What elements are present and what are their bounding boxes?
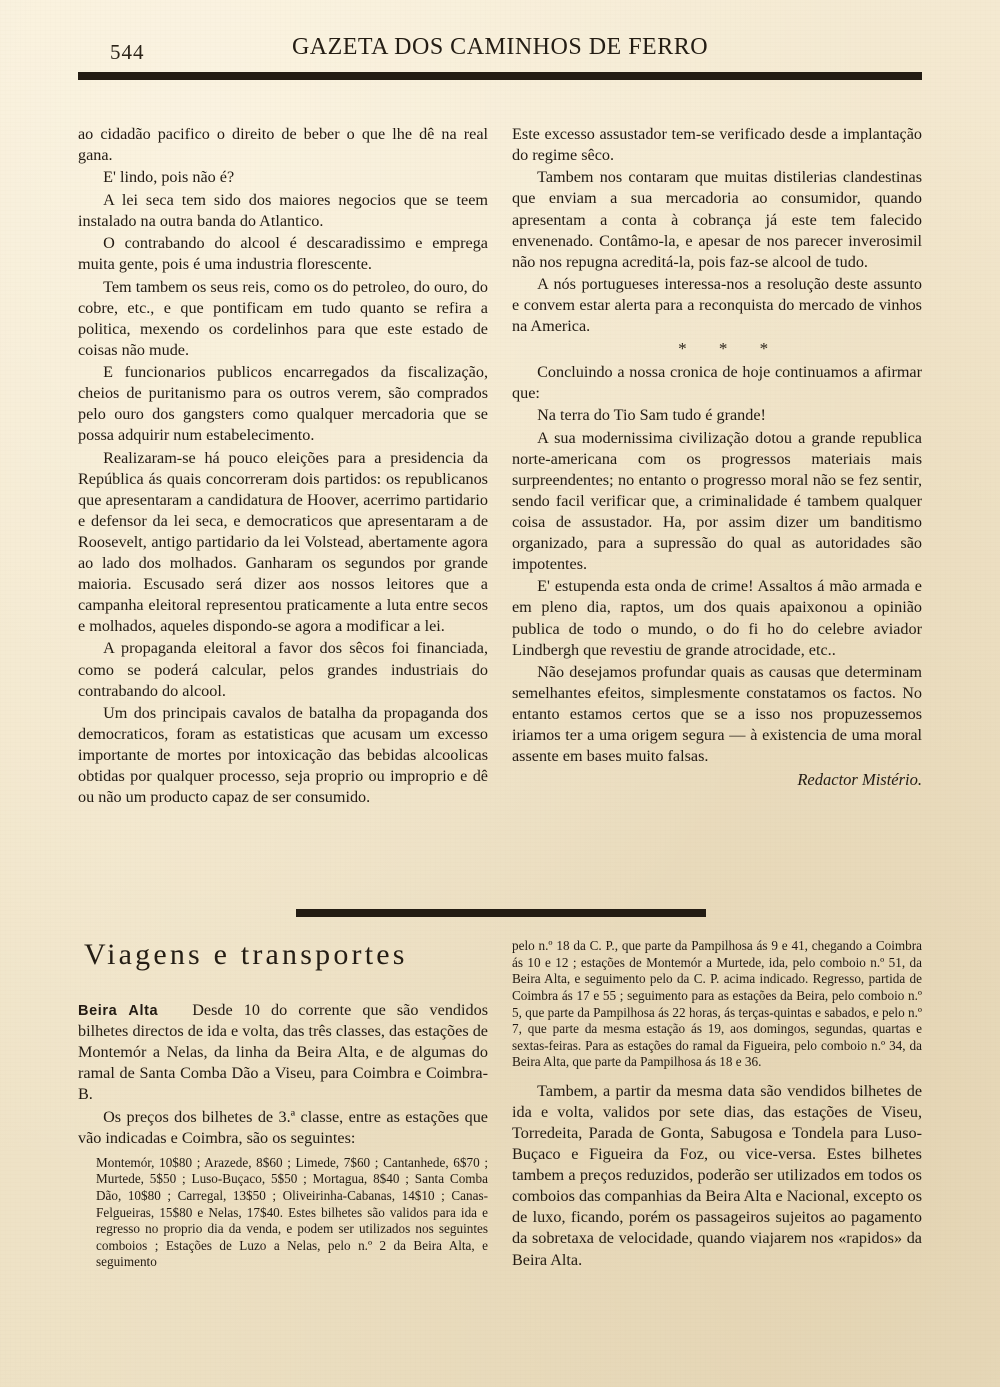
- paragraph: Um dos principais cavalos de batalha da propaganda dos democraticos, foram as estatisticas que acusam um excesso importante de mortes por intoxicação das bebidas alcoolicas obtidas por qualquer processo, seja proprio ou improprio e dê ou não um producto capaz de ser consumido.: [78, 703, 488, 807]
- paragraph: E' lindo, pois não é?: [103, 168, 235, 187]
- article-right-column: [512, 124, 922, 791]
- header-rule: [78, 72, 922, 77]
- paragraph: Na terra do Tio Sam tudo é grande!: [537, 406, 766, 425]
- paragraph: O contrabando do alcool é descaradissimo e emprega muita gente, pois é uma industria florescente.: [78, 234, 488, 274]
- page-number: 544: [110, 40, 145, 64]
- schedule-continuation: [512, 938, 922, 1071]
- runin-label: Beira Alta: [78, 1003, 159, 1019]
- paragraph: A propaganda eleitoral a favor dos sêcos foi financiada, como se poderá calcular, pelos grandes industriais do contrabando do alcool.: [78, 639, 488, 700]
- paragraph: Tambem, a partir da mesma data são vendidos bilhetes de ida e volta, validos por sete dias, das estações de Viseu, Torredeita, Parada de Gonta, Sabugosa e Tondela para Luso-Buçaco e Figueira da Foz, ou vice-versa. Estes bilhetes tambem a preços reduzidos, poderão ser utilizados em todos os comboios das companhias da Beira Alta e Nacional, excepto os de luxo, ficando, porém os passageiros sujeitos ao pagamento da sobretaxa de velocidade, quando viajarem nos «rapidos» da Beira Alta.: [512, 1082, 922, 1269]
- article-signature: Redactor Mistério.: [797, 769, 922, 789]
- paragraph: E funcionarios publicos encarregados da fiscalização, cheios de puritanismo para os outros verem, são comprados pelo ouro dos gangsters como qualquer mercadoria que se possa adquirir num estabelecimento.: [78, 363, 488, 445]
- paragraph: Os preços dos bilhetes de 3.ª classe, entre as estações que vão indicadas e Coimbra, são os seguintes:: [78, 1107, 488, 1147]
- paragraph: Montemór, 10$80 ; Arazede, 8$60 ; Limede, 7$60 ; Cantanhede, 6$70 ; Murtede, 5$50 ; Luso-Buçaco, 5$50 ; Mortagua, 8$40 ; Santa Comba Dão, 10$80 ; Carregal, 13$50 ; Oliveirinha-Cabanas, 14$10 ; Canas-Felgueiras, 15$80 e Nelas, 17$40. Estes bilhetes são validos para ida e regresso no proprio dia da venda, e podem ser utilizados nos seguintes comboios ; Estações de Luzo a Nelas, pelo n.º 2 da Beira Alta, e seguimento: [96, 1154, 488, 1270]
- paragraph: E' estupenda esta onda de crime! Assaltos á mão armada e em pleno dia, raptos, um dos quais apaixonou a opinião publica de todo o mundo, o do fi ho do celebre aviador Lindbergh que revestiu de grande atrocidade, etc..: [512, 577, 922, 659]
- paragraph: ao cidadão pacifico o direito de beber o que lhe dê na real gana.: [78, 125, 488, 165]
- paragraph: pelo n.º 18 da C. P., que parte da Pampilhosa ás 9 e 41, chegando a Coimbra ás 10 e 12 ; estações de Montemór a Murtede, ida, pelo comboio n.º 51, da Beira Alta, e seguimento pelo da C. P. acima indicado. Regresso, partida de Coimbra ás 17 e 55 ; seguimento para as estações da Beira, pelo comboio n.º 5, que parte da Pampilhosa ás 22 horas, ás terças-quintas e sabados, e pelo n.º 7, que parte da mesma estação ás 19, aos domingos, segundas, quartas e sextas-feiras. Para as estações do ramal da Figueira, pelo comboio n.º 34, da Beira Alta, que parte da Pampilhosa ás 18 e 36.: [512, 938, 922, 1070]
- paragraph: Este excesso assustador tem-se verificado desde a implantação do regime sêco.: [512, 125, 922, 165]
- paragraph: Realizaram-se há pouco eleições para a presidencia da República ás quais concorreram dois partidos: os republicanos que apresentaram a candidatura de Hoover, acerrimo partidario e defensor da lei seca, e democraticos que apresentaram a de Roosevelt, antigo partidario da lei Volstead, abertamente agora ao lado dos molhados. Ganharam os segundos por grande maioria. Escusado será dizer aos nossos leitores que a campanha eleitoral representou praticamente a luta entre secos e molhados, aqueles dispondo-se agora a modificar a lei.: [78, 448, 488, 636]
- paragraph: Não desejamos profundar quais as causas que determinam semelhantes efeitos, simplesmente constatamos os factos. No entanto estamos certos que se a isso nos propuzessemos iriamos ter a uma origem segura — à existencia de uma moral assente em bases muito falsas.: [512, 662, 922, 766]
- masthead-title: GAZETA DOS CAMINHOS DE FERRO: [291, 34, 709, 60]
- section-heading: Viagens e transportes: [84, 938, 408, 971]
- paragraph: Concluindo a nossa cronica de hoje continuamos a afirmar que:: [512, 362, 922, 402]
- paragraph: A lei seca tem sido dos maiores negocios que se teem instalado na outra banda do Atlantico.: [78, 190, 488, 230]
- paragraph: [78, 1000, 488, 1105]
- section-right-column: [512, 938, 922, 1272]
- page-header: [78, 34, 922, 68]
- paragraph: A nós portugueses interessa-nos a resolução deste assunto e convem estar alerta para a reconquista do mercado de vinhos na America.: [512, 275, 922, 336]
- section-left-column: [78, 1000, 488, 1271]
- paragraph: Tambem nos contaram que muitas distilerias clandestinas que enviam a sua mercadoria ao consumidor, quando apresentam a conta à cobrança já este tem falecido envenenado. Contâmo-la, e apesar de nos parecer inverosimil não nos repugna acreditá-la, pois faz-se alcool de tudo.: [512, 168, 922, 271]
- paragraph: A sua modernissima civilização dotou a grande republica norte-americana com os progressos materiais mais surpreendentes; no entanto o progresso moral não se fez sentir, sendo facil verificar que, a criminalidade é tambem qualquer coisa de assustador. Ha, por assim dizer um banditismo organizado, para a supressão do qual as autoridades são impotentes.: [512, 428, 922, 574]
- section-separator: * * *: [678, 339, 783, 359]
- paragraph-text: Desde 10 do corrente que são vendidos bilhetes directos de ida e volta, das três classes, das estações de Montemór a Nelas, da linha da Beira Alta, e de algumas do ramal de Santa Comba Dão a Viseu, para Coimbra e Coimbra-B.: [78, 1001, 489, 1104]
- paragraph: Tem tambem os seus reis, como os do petroleo, do ouro, do cobre, etc., e que pontificam em tudo quanto se refira a politica, mexendo os cordelinhos para que este estado de coisas não mude.: [78, 277, 488, 359]
- fares-list: [78, 1155, 488, 1271]
- article-left-column: [78, 124, 488, 810]
- section-divider-rule: [296, 909, 706, 914]
